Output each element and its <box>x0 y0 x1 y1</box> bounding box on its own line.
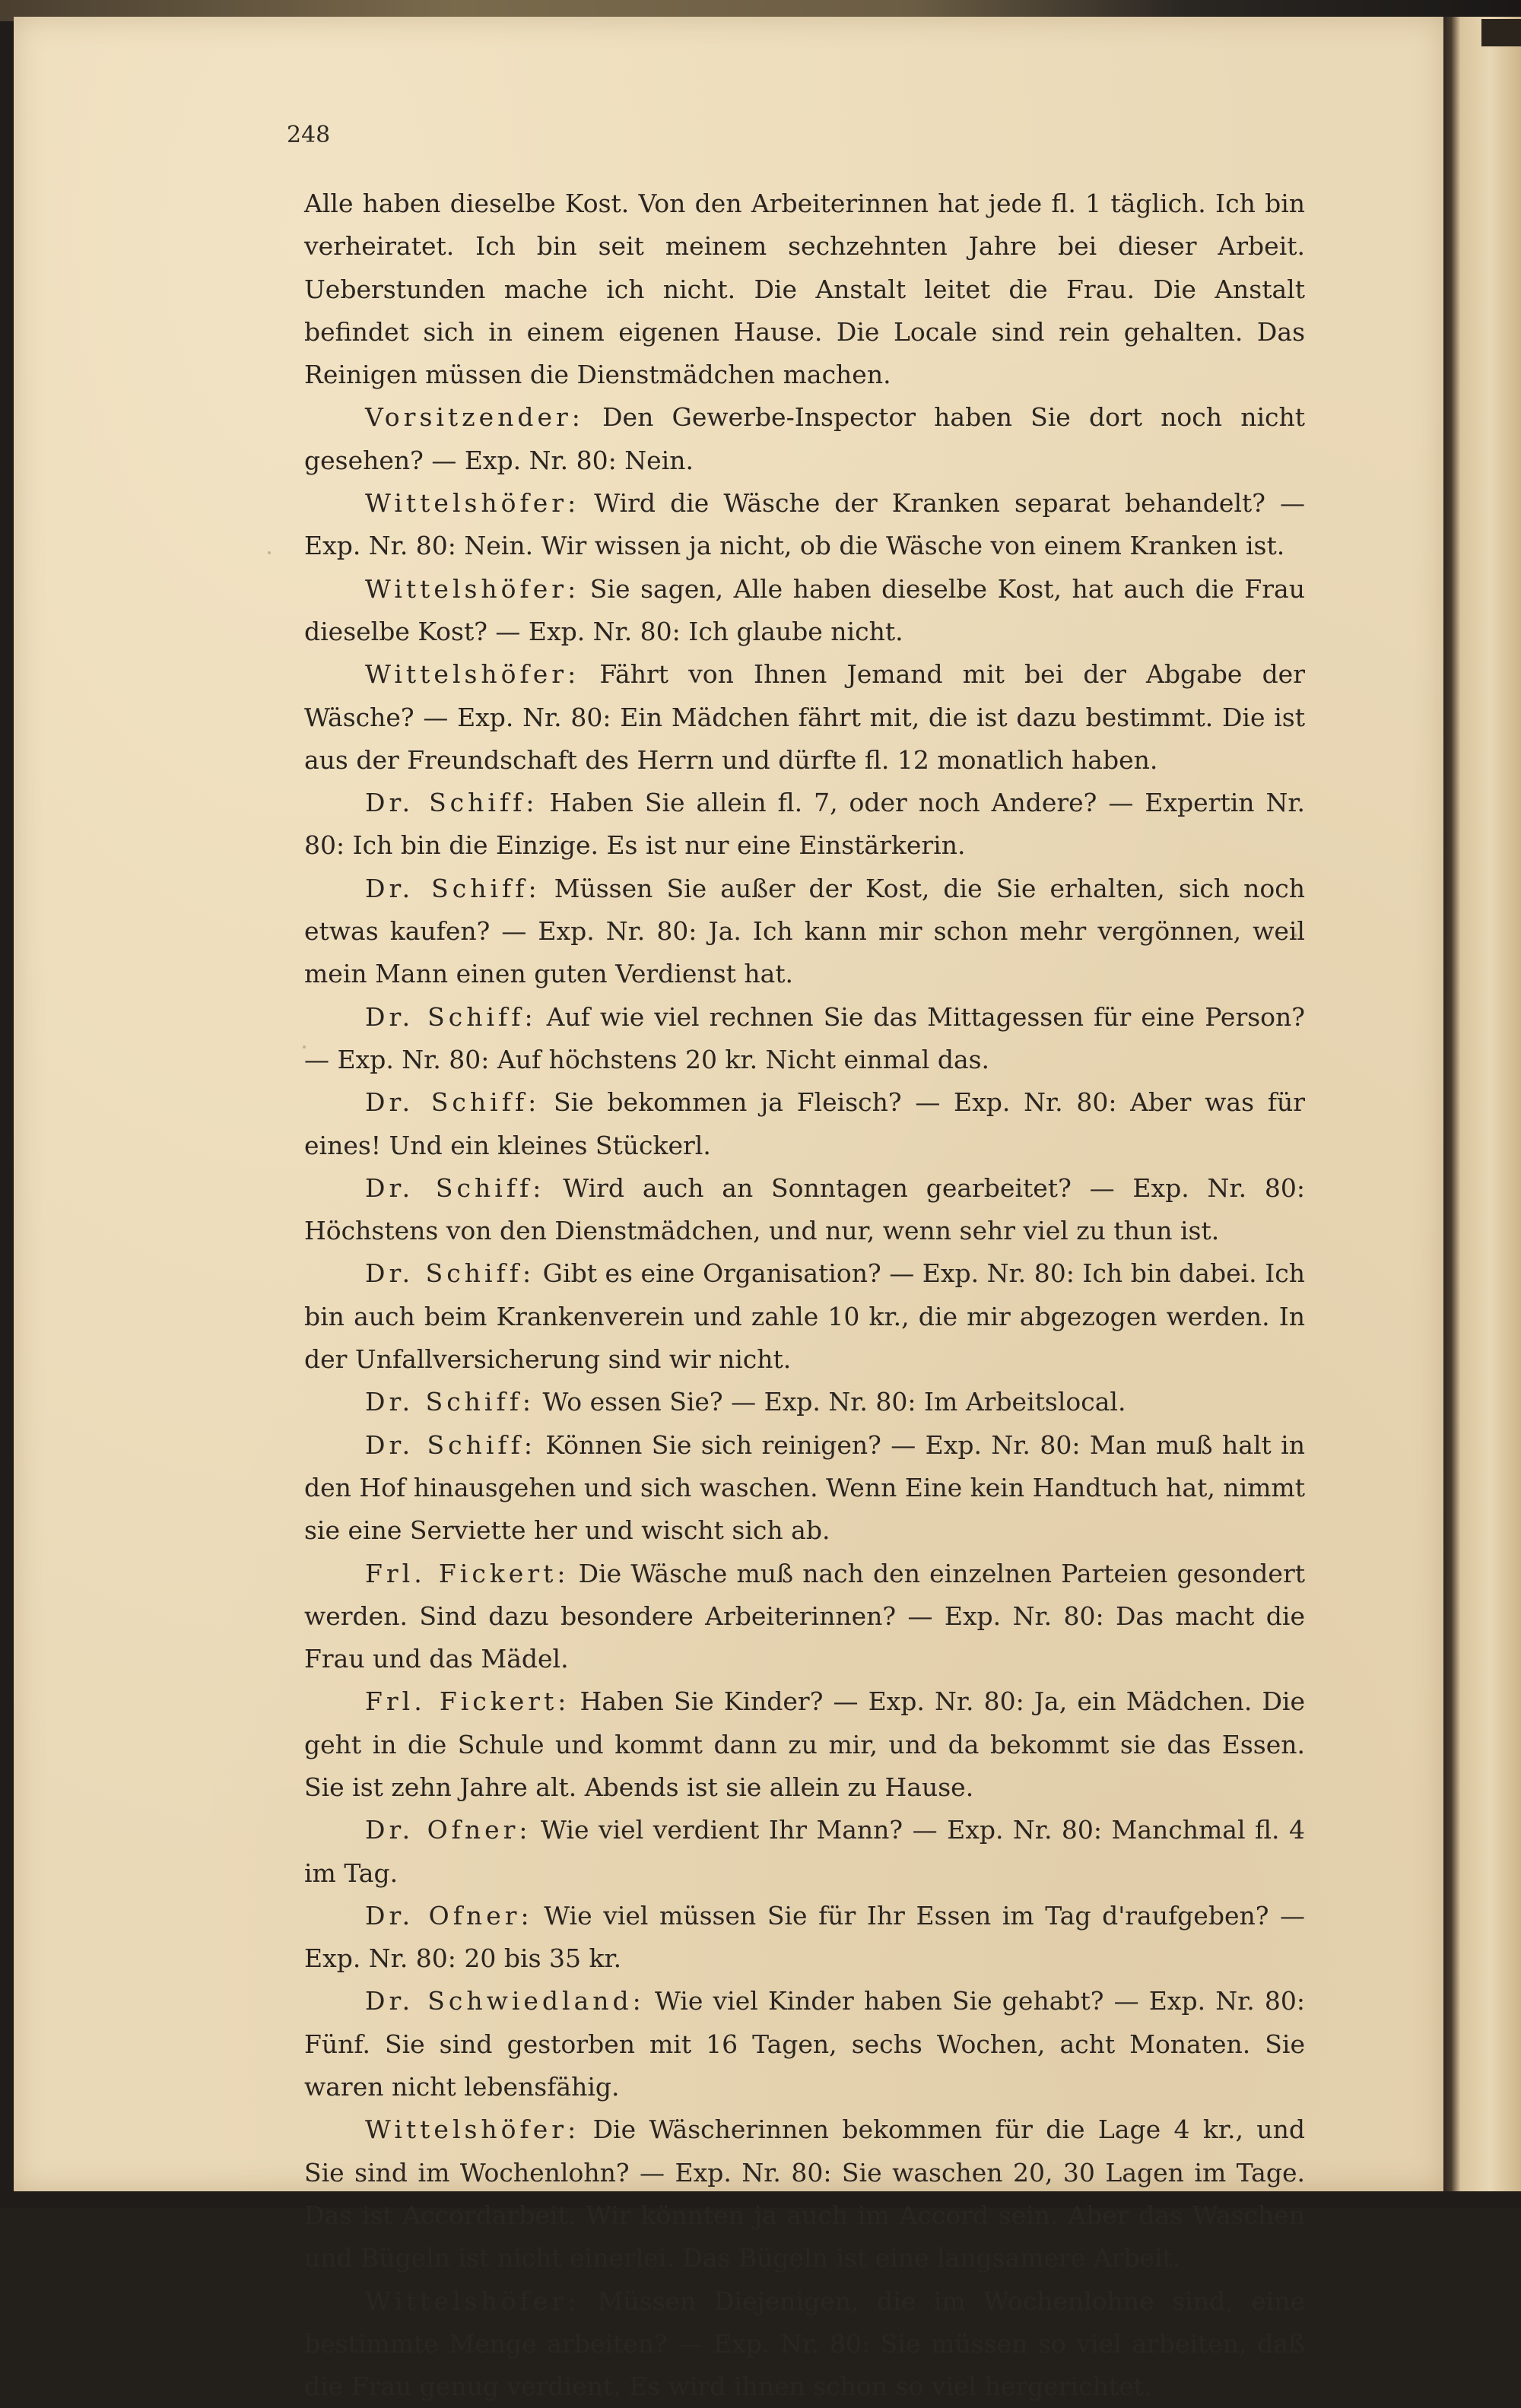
paragraph-text: Haben Sie Kinder? — Exp. Nr. 80: Ja, ein Mädchen. Die geht in die Schule und kommt dann zu mir, und da bekommt sie das Essen. Sie ist zehn Jahre alt. Abends ist sie allein zu Hause. <box>304 1686 1305 1802</box>
paragraph <box>304 2280 1305 2408</box>
speaker-name: Dr. Schiff: <box>365 873 541 903</box>
speaker-name: Frl. Fickert: <box>365 1686 570 1717</box>
paragraph <box>304 1553 1305 1681</box>
paragraph <box>304 482 1305 568</box>
speaker-name: Wittelshöfer: <box>365 488 580 519</box>
page-corner-shadow <box>1481 19 1521 46</box>
paragraph <box>304 1167 1305 1253</box>
speaker-name: Vorsitzender: <box>365 402 584 433</box>
paragraph <box>304 1895 1305 1981</box>
paragraph <box>304 1680 1305 1809</box>
speaker-name: Wittelshöfer: <box>365 2286 580 2316</box>
paragraph-text: Wo essen Sie? — Exp. Nr. 80: Im Arbeitslocal. <box>542 1387 1126 1417</box>
paragraph <box>304 1081 1305 1167</box>
next-page-edge <box>1443 17 1521 2191</box>
paragraph <box>304 1381 1305 1423</box>
paragraph <box>304 1424 1305 1553</box>
paragraph <box>304 1980 1305 2108</box>
speaker-name: Frl. Fickert: <box>365 1558 570 1588</box>
speaker-name: Dr. Schiff: <box>365 1387 535 1417</box>
paragraph-text: Alle haben dieselbe Kost. Von den Arbeiterinnen hat jede fl. 1 täglich. Ich bin verheiratet. Ich bin seit meinem sechzehnten Jahre bei dieser Arbeit. Ueberstunden mache ich nicht. Die Anstalt leitet die Frau. Die Anstalt befindet sich in einem eigenen Hause. Die Locale sind rein gehalten. Das Reinigen müssen die Dienstmädchen machen. <box>304 189 1305 390</box>
paragraph-text: Müssen Sie außer der Kost, die Sie erhalten, sich noch etwas kaufen? — Exp. Nr. 80: Ja. Ich kann mir schon mehr vergönnen, weil mein Mann einen guten Verdienst hat. <box>304 873 1305 989</box>
speaker-name: Dr. Schwiedland: <box>365 1986 645 2016</box>
speaker-name: Dr. Ofner: <box>365 1900 533 1931</box>
paragraph-text: Wie viel Kinder haben Sie gehabt? — Exp. Nr. 80: Fünf. Sie sind gestorben mit 16 Tagen, sechs Wochen, acht Monaten. Sie waren nicht lebensfähig. <box>304 1986 1306 2102</box>
speaker-name: Dr. Schiff: <box>365 1087 541 1118</box>
speaker-name: Wittelshöfer: <box>365 573 580 604</box>
paragraph <box>304 1809 1305 1895</box>
paragraph-text: Müssen Diejenigen, die im Wochenlohne sind, eine bestimmte Menge arbeiten? — Exp. Nr. 80: Sie müssen so viel arbeiten, daß die Frau genug verdient. Es wird ihnen schon so viel hergerichtet. <box>304 2286 1305 2402</box>
paper-speck <box>268 551 271 554</box>
paragraph-text: Die Wäscherinnen bekommen für die Lage 4 kr., und Sie sind im Wochenlohn? — Exp. Nr. 80: Sie waschen 20, 30 Lagen im Tage. Das ist Accordarbeit. Wir könnten ja auch im Accord sein. Aber das Waschen und Bügeln ist nicht einerlei. Das Bügeln ist eine langsamere Arbeit. <box>304 2115 1305 2273</box>
paragraph <box>304 2108 1305 2280</box>
page-number: 248 <box>287 122 331 148</box>
speaker-name: Dr. Schiff: <box>365 1429 536 1460</box>
speaker-name: Wittelshöfer: <box>365 659 580 690</box>
speaker-name: Dr. Schiff: <box>365 788 538 818</box>
paragraph-text: Den Gewerbe-Inspector haben Sie dort noch nicht gesehen? — Exp. Nr. 80: Nein. <box>304 402 1306 475</box>
paragraph-text: Fährt von Ihnen Jemand mit bei der Abgabe der Wäsche? — Exp. Nr. 80: Ein Mädchen fährt mit, die ist dazu bestimmt. Die ist aus der Freundschaft des Herrn und dürfte fl. 12 monatlich haben. <box>304 659 1305 775</box>
paragraph <box>304 396 1305 482</box>
paragraph-text: Sie bekommen ja Fleisch? — Exp. Nr. 80: Aber was für eines! Und ein kleines Stückerl. <box>304 1087 1305 1160</box>
speaker-name: Wittelshöfer: <box>365 2115 580 2145</box>
paragraph-text: Gibt es eine Organisation? — Exp. Nr. 80: Ich bin dabei. Ich bin auch beim Krankenverein und zahle 10 kr., die mir abgezogen werden. In der Unfallversicherung sind wir nicht. <box>304 1258 1306 1375</box>
speaker-name: Dr. Schiff: <box>365 1258 535 1289</box>
transcript-body <box>304 182 1305 2408</box>
paragraph-text: Auf wie viel rechnen Sie das Mittagessen für eine Person? — Exp. Nr. 80: Auf höchstens 20 kr. Nicht einmal das. <box>304 1001 1305 1074</box>
speaker-name: Dr. Schiff: <box>365 1172 545 1203</box>
paragraph-text: Wird auch an Sonntagen gearbeitet? — Exp. Nr. 80: Höchstens von den Dienstmädchen, und nur, wenn sehr viel zu thun ist. <box>304 1172 1305 1246</box>
paragraph <box>304 868 1305 996</box>
paragraph <box>304 182 1305 396</box>
paragraph <box>304 1252 1305 1381</box>
paragraph <box>304 782 1305 868</box>
paragraph-text: Können Sie sich reinigen? — Exp. Nr. 80: Man muß halt in den Hof hinausgehen und sich waschen. Wenn Eine kein Handtuch hat, nimmt sie eine Serviette her und wischt sich ab. <box>304 1429 1305 1546</box>
paragraph-text: Wie viel verdient Ihr Mann? — Exp. Nr. 80: Manchmal fl. 4 im Tag. <box>304 1815 1305 1888</box>
paragraph-text: Sie sagen, Alle haben dieselbe Kost, hat auch die Frau dieselbe Kost? — Exp. Nr. 80: Ich glaube nicht. <box>304 573 1305 646</box>
speaker-name: Dr. Ofner: <box>365 1815 532 1845</box>
paragraph-text: Wie viel müssen Sie für Ihr Essen im Tag d'raufgeben? — Exp. Nr. 80: 20 bis 35 kr. <box>304 1900 1306 1974</box>
paragraph-text: Haben Sie allein fl. 7, oder noch Andere? — Expertin Nr. 80: Ich bin die Einzige. Es ist nur eine Einstärkerin. <box>304 788 1305 861</box>
paragraph <box>304 996 1305 1082</box>
paragraph-text: Wird die Wäsche der Kranken separat behandelt? — Exp. Nr. 80: Nein. Wir wissen ja nicht, ob die Wäsche von einem Kranken ist. <box>304 488 1305 561</box>
paragraph-text: Die Wäsche muß nach den einzelnen Parteien gesondert werden. Sind dazu besondere Arbeiterinnen? — Exp. Nr. 80: Das macht die Frau und das Mädel. <box>304 1558 1305 1674</box>
paragraph <box>304 653 1305 782</box>
speaker-name: Dr. Schiff: <box>365 1001 537 1032</box>
paragraph <box>304 568 1305 654</box>
